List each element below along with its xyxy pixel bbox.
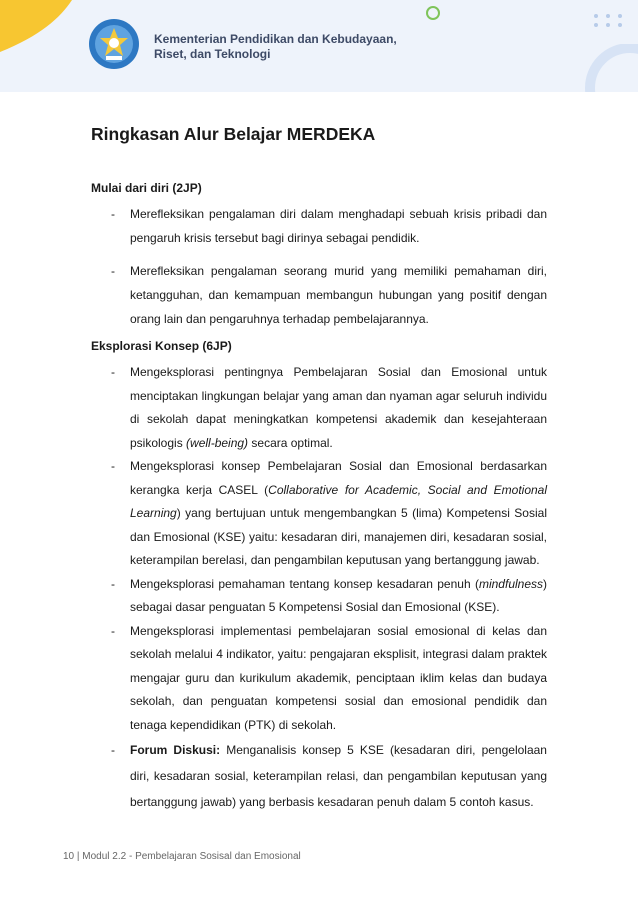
- list-dash: -: [111, 264, 115, 278]
- list-item-text: Merefleksikan pengalaman seorang murid yang memiliki pemahaman diri, ketangguhan, dan kemampuan membangun hubungan yang positif dengan orang lain dan pengaruhnya terhadap pembelajarannya.: [130, 264, 547, 326]
- list-item-text: Mengeksplorasi konsep Pembelajaran Sosial dan Emosional berdasarkan kerangka kerja CASEL (Collaborative for Academic, Social and Emotional Learning) yang bertujuan untuk mengembangkan 5 (lima) Kompetensi Sosial dan Emosional (KSE) yaitu: kesadaran diri, manajemen diri, kesadaran sosial, keterampilan berelasi, dan pengambilan keputusan yang bertanggung jawab.: [130, 459, 547, 567]
- page-content: [91, 122, 547, 815]
- ministry-name-line1: Kementerian Pendidikan dan Kebudayaan,: [154, 32, 397, 46]
- list-dash: -: [111, 459, 115, 473]
- list-item: [91, 259, 547, 331]
- list-item-text: Mengeksplorasi pentingnya Pembelajaran Sosial dan Emosional untuk menciptakan lingkungan belajar yang aman dan nyaman agar seluruh individu di sekolah dapat meningkatkan kompetensi akademik dan kesejahteraan psikologis (well-being) secara optimal.: [130, 365, 547, 450]
- list-item: [91, 202, 547, 250]
- list-dash: -: [111, 365, 115, 379]
- yellow-wave-decoration-icon: [0, 0, 90, 60]
- section-heading-mulai-dari-diri: Mulai dari diri (2JP): [91, 181, 202, 195]
- list-item-text: Mengeksplorasi pemahaman tentang konsep kesadaran penuh (mindfulness) sebagai dasar penguatan 5 Kompetensi Sosial dan Emosional (KSE).: [130, 576, 547, 614]
- list-dash: -: [111, 743, 115, 757]
- page-header: [0, 0, 638, 92]
- ministry-name-line2: Riset, dan Teknologi: [154, 47, 271, 61]
- tut-wuri-handayani-logo-icon: [88, 18, 140, 70]
- green-ring-decoration-icon: [424, 4, 442, 22]
- list-item: [91, 361, 547, 455]
- page-footer: 10 | Modul 2.2 - Pembelajaran Sosisal dan Emosional: [63, 851, 301, 862]
- list-item: [91, 573, 547, 620]
- ministry-name: [154, 32, 397, 62]
- list-dash: -: [111, 623, 115, 638]
- list-item: [91, 455, 547, 573]
- blue-circle-decoration-icon: [560, 44, 638, 92]
- list-item-text: Mengeksplorasi implementasi pembelajaran sosial emosional di kelas dan sekolah melalui 4 indikator, yaitu: pengajaran eksplisit, integrasi dalam praktek mengajar guru dan kurikulum akademik, penciptaan iklim kelas dan budaya sekolah, dan penguatan kompetensi sosial dan emosional pendidik dan tenaga kependidikan (PTK) di sekolah.: [130, 623, 547, 732]
- section-heading-eksplorasi-konsep: Eksplorasi Konsep (6JP): [91, 339, 232, 353]
- blue-dots-decoration-icon: [590, 10, 630, 30]
- list-item: [91, 620, 547, 738]
- page-title: Ringkasan Alur Belajar MERDEKA: [91, 124, 376, 144]
- list-item-text: Merefleksikan pengalaman diri dalam menghadapi sebuah krisis pribadi dan pengaruh krisis tersebut bagi dirinya sebagai pendidik.: [130, 207, 547, 245]
- list-dash: -: [111, 207, 115, 221]
- list-item: [91, 737, 547, 815]
- list-dash: -: [111, 576, 115, 591]
- list-item-text: Forum Diskusi: Menganalisis konsep 5 KSE (kesadaran diri, pengelolaan diri, kesadaran sosial, keterampilan relasi, dan pengambilan keputusan yang bertanggung jawab) yang berbasis kesadaran penuh dalam 5 contoh kasus.: [130, 743, 547, 809]
